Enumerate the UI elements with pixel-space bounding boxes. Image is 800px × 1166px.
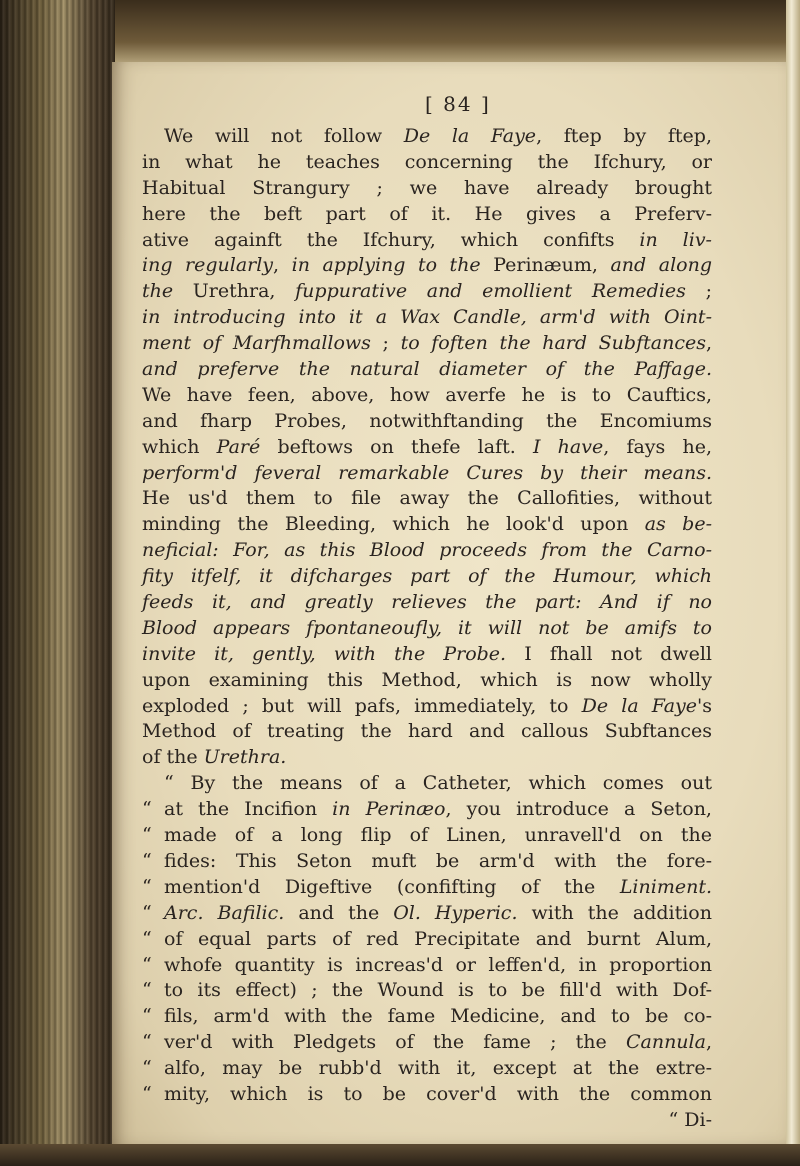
italic-text: feeds it, and greatly relieves the part: And if no: [142, 591, 712, 614]
text-line: [142, 383, 712, 409]
text-line: [142, 279, 712, 305]
page-number: [ 84 ]: [425, 92, 491, 116]
text-line: [142, 642, 712, 668]
italic-text: De la Faye: [403, 125, 537, 147]
italic-text: Liniment.: [619, 875, 712, 898]
text-line: [142, 124, 712, 150]
roman-text: ,: [705, 332, 712, 355]
quotation-mark: “: [142, 1031, 152, 1054]
text-line: [142, 719, 712, 745]
text-line: [142, 771, 712, 797]
roman-text: which: [142, 435, 217, 458]
text-line: [142, 901, 712, 927]
roman-text: made of a long flip of Linen, unravell'd on the: [164, 824, 712, 847]
text-line: [142, 875, 712, 901]
italic-text: Ol. Hyperic.: [393, 901, 518, 924]
text-line: [142, 668, 712, 694]
italic-text: ing regularly: [142, 254, 274, 277]
roman-text: We will not follow: [164, 125, 404, 147]
italic-text: perform'd feveral remarkable Cures by their means.: [142, 461, 712, 484]
text-line: [142, 305, 712, 331]
italic-text: in applying to the: [291, 254, 481, 277]
text-line: [142, 1004, 712, 1030]
italic-text: De la Faye: [581, 694, 698, 717]
page-right-edge: [786, 0, 800, 1166]
text-line: [142, 331, 712, 357]
text-line: [142, 564, 712, 590]
text-line: [142, 150, 712, 176]
italic-text: in liv-: [639, 228, 712, 251]
text-line: [142, 590, 712, 616]
text-line: [142, 435, 712, 461]
italic-text: I have: [532, 435, 604, 458]
text-line: [142, 1030, 712, 1056]
roman-text: ,: [273, 254, 292, 277]
quotation-mark: “: [142, 1057, 152, 1080]
roman-text: to its effect) ; the Wound is to be fill'd with Dof-: [164, 979, 712, 1002]
roman-text: He us'd them to file away the Callofities, without: [142, 487, 712, 510]
text-line: [142, 849, 712, 875]
quotation-mark: “: [142, 875, 152, 898]
roman-text: and fharp Probes, notwithftanding the Encomiums: [142, 409, 712, 432]
quotation-mark: “: [142, 1082, 152, 1105]
roman-text: , you introduce a Seton,: [445, 798, 712, 821]
text-line: [142, 176, 712, 202]
roman-text: , fays he,: [603, 435, 713, 458]
text-line: [142, 357, 712, 383]
quotation-mark: “: [142, 824, 152, 847]
roman-text: I fhall not dwell: [506, 642, 712, 665]
roman-text: ative againft the Ifchury, which confifts: [142, 228, 640, 251]
italic-text: fuppurative and emollient Remedies: [295, 280, 686, 303]
book-top-edge: [0, 0, 800, 70]
italic-text: fity itfelf, it difcharges part of the Humour, which: [142, 565, 712, 588]
roman-text: minding the Bleeding, which he look'd upon: [142, 513, 645, 536]
quotation-mark: “: [142, 927, 152, 950]
text-line: [142, 745, 712, 771]
italic-text: Paré: [216, 435, 261, 458]
roman-text: and the: [284, 901, 394, 924]
roman-text: at the Incifion: [164, 798, 333, 821]
italic-text: the: [142, 280, 174, 303]
italic-text: Urethra.: [203, 746, 287, 769]
text-line: [142, 797, 712, 823]
roman-text: exploded ; but will pafs, immediately, to: [142, 694, 582, 717]
italic-text: invite it, gently, with the Probe.: [142, 642, 507, 665]
italic-text: and preferve the natural diameter of the Paffage.: [142, 358, 712, 381]
roman-text: whofe quantity is increas'd or leffen'd, in proportion: [164, 953, 712, 976]
roman-text: beftows on thefe laft.: [260, 435, 533, 458]
roman-text: Method of treating the hard and callous Subftances: [142, 720, 712, 743]
roman-text: here the beft part of it. He gives a Preferv-: [142, 202, 712, 225]
text-line: [142, 694, 712, 720]
italic-text: Blood appears fpontaneoufly, it will not be amifs to: [142, 616, 712, 639]
text-line: [142, 512, 712, 538]
italic-text: to foften the hard Subftances: [400, 332, 706, 355]
quotation-mark: “: [142, 798, 152, 821]
roman-text: Habitual Strangury ; we have already brought: [142, 176, 712, 199]
roman-text: of the: [142, 746, 204, 769]
text-line: [142, 409, 712, 435]
roman-text: fils, arm'd with the fame Medicine, and to be co-: [164, 1005, 712, 1028]
text-line: [142, 616, 712, 642]
roman-text: ;: [370, 332, 401, 355]
book-binding-edge: [0, 0, 115, 1166]
roman-text: ,: [705, 1031, 712, 1054]
italic-text: in Perinæo: [332, 798, 446, 821]
quotation-mark: “: [142, 901, 152, 924]
roman-text: ;: [685, 280, 712, 303]
text-line: [142, 538, 712, 564]
body-text: [142, 124, 712, 1134]
quotation-mark: “: [142, 849, 152, 872]
roman-text: mity, which is to be cover'd with the common: [164, 1082, 712, 1105]
text-line: [142, 1082, 712, 1108]
roman-text: , ftep by ftep,: [536, 125, 712, 147]
quotation-mark: “: [142, 979, 152, 1002]
text-line: [142, 953, 712, 979]
roman-text: of equal parts of red Precipitate and burnt Alum,: [164, 927, 712, 950]
roman-text: alfo, may be rubb'd with it, except at the extre-: [164, 1057, 712, 1080]
roman-text: fides: This Seton muft be arm'd with the fore-: [164, 849, 712, 872]
italic-text: in introducing into it a Wax Candle, arm'd with Oint-: [142, 306, 712, 329]
text-line: [142, 1056, 712, 1082]
text-line: [142, 228, 712, 254]
italic-text: and along: [610, 254, 712, 277]
quotation-mark: “: [142, 953, 152, 976]
italic-text: Cannula: [625, 1031, 706, 1054]
roman-text: Perinæum,: [480, 254, 611, 277]
roman-text: mention'd Digeftive (confifting of the: [164, 875, 620, 898]
roman-text: ver'd with Pledgets of the fame ; the: [164, 1031, 626, 1054]
roman-text: “ By the means of a Catheter, which comes out: [164, 772, 712, 795]
roman-text: Urethra,: [173, 280, 296, 303]
roman-text: upon examining this Method, which is now wholly: [142, 668, 712, 691]
roman-text: in what he teaches concerning the Ifchury, or: [142, 150, 712, 173]
text-line: [142, 927, 712, 953]
roman-text: with the addition: [517, 901, 712, 924]
catchword: “ Di-: [668, 1108, 712, 1131]
text-line: [142, 823, 712, 849]
italic-text: neficial: For, as this Blood proceeds from the Carno-: [142, 539, 712, 562]
italic-text: ment of Marfhmallows: [142, 332, 371, 355]
roman-text: We have feen, above, how averfe he is to Cauftics,: [142, 383, 712, 406]
italic-text: Arc. Bafilic.: [164, 901, 285, 924]
quotation-mark: “: [142, 1005, 152, 1028]
text-line: [142, 202, 712, 228]
text-line: [142, 461, 712, 487]
roman-text: 's: [697, 694, 712, 717]
book-bottom-edge: [0, 1144, 800, 1166]
text-line: [142, 978, 712, 1004]
text-line: [142, 486, 712, 512]
italic-text: as be-: [644, 513, 712, 536]
text-line: [142, 253, 712, 279]
